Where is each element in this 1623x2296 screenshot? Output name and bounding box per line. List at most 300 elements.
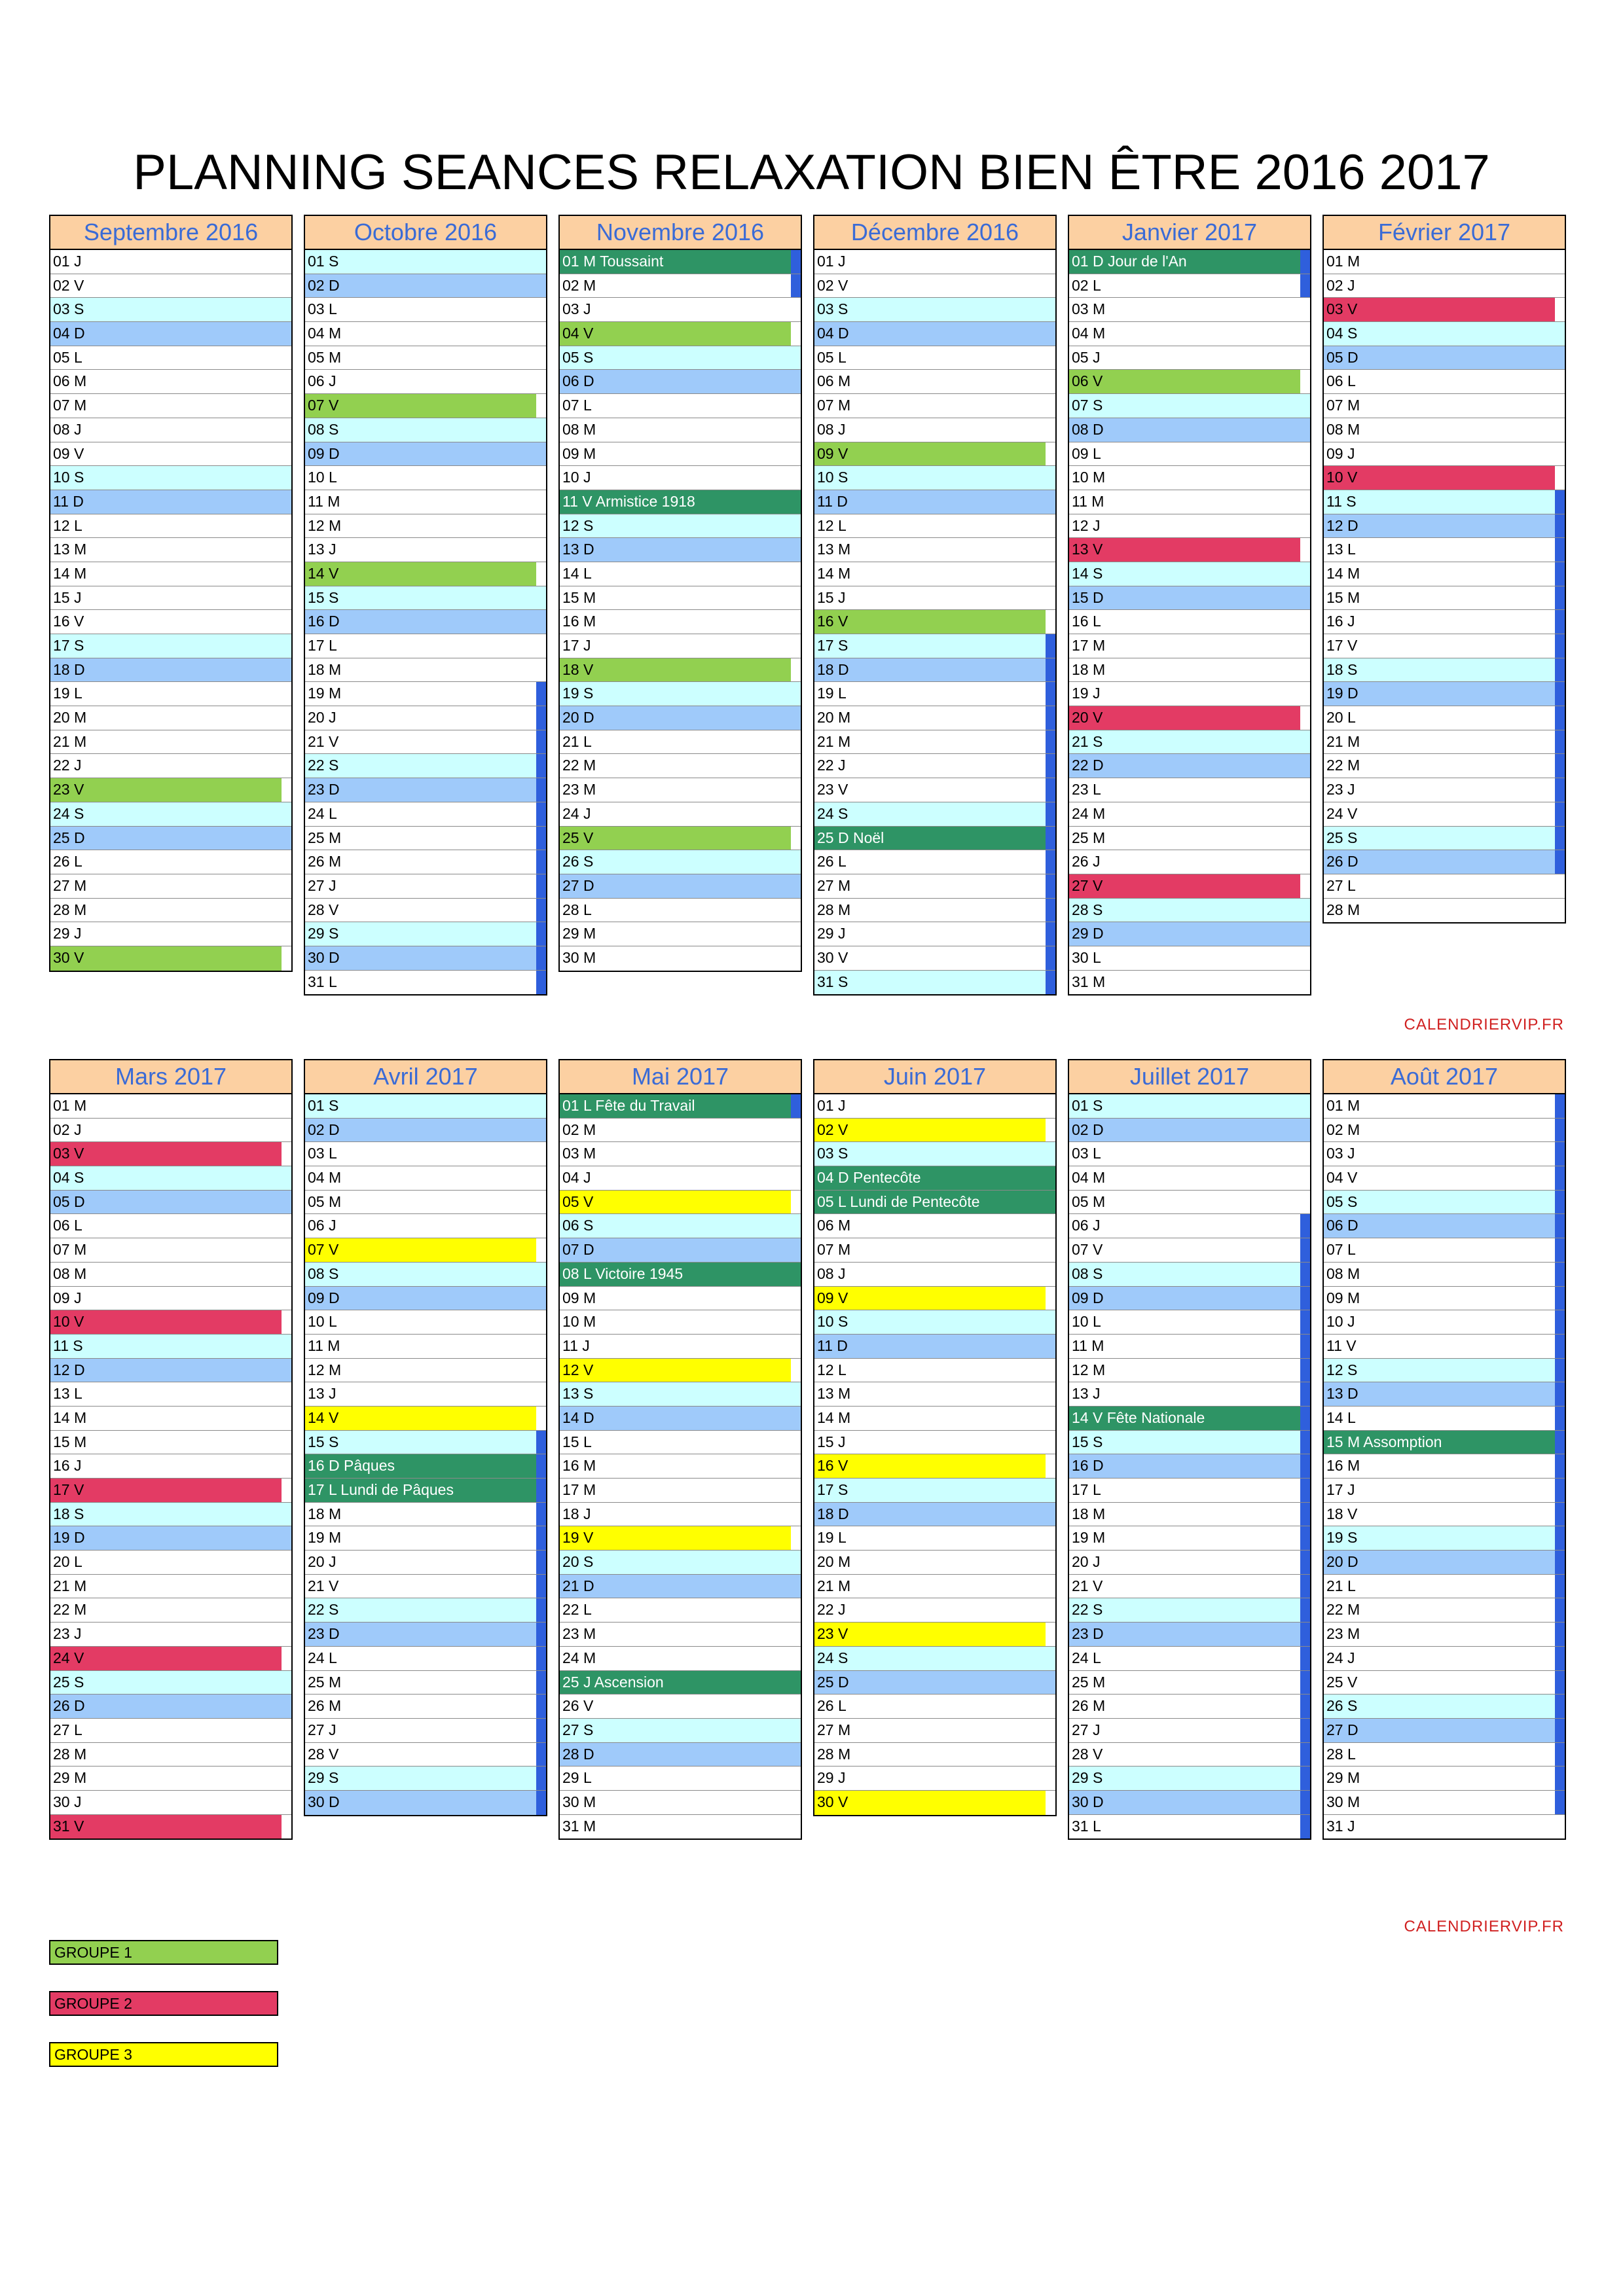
day-row bbox=[560, 466, 801, 490]
day-row bbox=[560, 658, 801, 683]
session-marker bbox=[536, 1671, 546, 1695]
month-header: Avril 2017 bbox=[305, 1060, 546, 1094]
day-row bbox=[305, 538, 546, 562]
day-row bbox=[814, 634, 1055, 658]
day-label: 19 M bbox=[308, 1529, 342, 1547]
day-row bbox=[1069, 658, 1310, 683]
session-marker bbox=[536, 899, 546, 922]
day-row bbox=[814, 274, 1055, 298]
day-row bbox=[1069, 899, 1310, 923]
day-label: 20 M bbox=[817, 1553, 851, 1571]
day-row bbox=[50, 1623, 291, 1647]
day-row bbox=[814, 1743, 1055, 1767]
day-row bbox=[1324, 1791, 1565, 1815]
day-highlight bbox=[50, 634, 291, 658]
day-label: 09 D bbox=[1072, 1289, 1104, 1306]
legend-group-1: GROUPE 1 bbox=[49, 1940, 278, 1965]
day-label: 04 S bbox=[1326, 325, 1358, 342]
day-row bbox=[50, 1671, 291, 1695]
session-marker bbox=[1046, 899, 1055, 922]
day-label: 26 J bbox=[1072, 853, 1101, 870]
day-row bbox=[1069, 1142, 1310, 1166]
day-row bbox=[1069, 1335, 1310, 1359]
day-label: 18 J bbox=[562, 1505, 591, 1522]
day-highlight bbox=[560, 538, 801, 562]
day-label: 31 L bbox=[1072, 1817, 1101, 1835]
session-marker bbox=[536, 1647, 546, 1670]
day-label: 16 D bbox=[308, 613, 340, 630]
session-marker bbox=[536, 946, 546, 970]
day-row bbox=[1069, 1238, 1310, 1263]
month-header: Décembre 2016 bbox=[814, 216, 1055, 250]
day-row bbox=[1069, 394, 1310, 418]
day-highlight bbox=[305, 1598, 546, 1622]
day-label: 07 V bbox=[1072, 1241, 1103, 1259]
day-highlight bbox=[1324, 1382, 1565, 1406]
day-row bbox=[560, 706, 801, 730]
day-row bbox=[1324, 1598, 1565, 1623]
day-label: 28 M bbox=[53, 1745, 87, 1763]
day-label: 13 D bbox=[1326, 1385, 1359, 1403]
day-label: 28 V bbox=[308, 1745, 339, 1763]
day-label: 14 S bbox=[1072, 564, 1103, 582]
day-row bbox=[50, 706, 291, 730]
session-marker bbox=[536, 778, 546, 802]
day-label: 17 L bbox=[308, 637, 337, 654]
session-marker bbox=[1555, 1598, 1565, 1622]
day-label: 25 J Ascension bbox=[562, 1673, 664, 1691]
day-row bbox=[560, 1238, 801, 1263]
day-row bbox=[305, 1119, 546, 1143]
day-row bbox=[814, 1575, 1055, 1599]
day-row bbox=[1069, 1479, 1310, 1503]
day-row bbox=[50, 394, 291, 418]
day-label: 08 J bbox=[53, 420, 82, 438]
day-row bbox=[305, 394, 546, 418]
day-label: 04 S bbox=[53, 1169, 84, 1187]
day-row bbox=[814, 802, 1055, 827]
day-label: 28 S bbox=[1072, 901, 1103, 918]
day-highlight bbox=[50, 946, 282, 971]
day-label: 08 M bbox=[1326, 1265, 1360, 1282]
day-row bbox=[305, 778, 546, 802]
day-highlight bbox=[1324, 1695, 1565, 1718]
day-label: 23 L bbox=[1072, 781, 1101, 798]
day-row bbox=[50, 610, 291, 634]
day-row bbox=[50, 250, 291, 274]
day-label: 16 M bbox=[1326, 1457, 1360, 1475]
day-highlight bbox=[305, 442, 546, 466]
day-label: 02 V bbox=[817, 1121, 848, 1138]
day-row bbox=[1069, 730, 1310, 755]
day-label: 12 D bbox=[53, 1361, 85, 1378]
day-label: 05 M bbox=[308, 348, 342, 366]
day-label: 03 S bbox=[53, 300, 84, 318]
day-row bbox=[1069, 274, 1310, 298]
day-row bbox=[50, 1526, 291, 1551]
day-highlight bbox=[814, 1623, 1046, 1646]
day-label: 11 V bbox=[1326, 1336, 1357, 1354]
day-highlight bbox=[1324, 1551, 1565, 1574]
session-marker bbox=[536, 1479, 546, 1502]
day-row bbox=[814, 754, 1055, 778]
day-label: 14 L bbox=[1326, 1408, 1356, 1426]
session-marker bbox=[1555, 1526, 1565, 1550]
day-label: 30 D bbox=[308, 948, 340, 966]
day-row bbox=[305, 610, 546, 634]
day-label: 07 M bbox=[53, 397, 87, 414]
day-label: 26 L bbox=[817, 1697, 847, 1715]
day-row bbox=[560, 1575, 801, 1599]
day-label: 20 L bbox=[1326, 709, 1356, 726]
session-marker bbox=[1555, 1310, 1565, 1334]
day-row bbox=[305, 1310, 546, 1335]
day-row bbox=[305, 682, 546, 706]
day-row bbox=[305, 850, 546, 874]
day-label: 17 J bbox=[562, 637, 591, 654]
day-label: 09 D bbox=[308, 444, 340, 462]
day-highlight bbox=[50, 466, 291, 490]
session-marker bbox=[1300, 1575, 1310, 1598]
day-label: 08 M bbox=[1326, 420, 1360, 438]
day-label: 16 V bbox=[817, 1457, 848, 1475]
day-label: 05 L bbox=[53, 348, 82, 366]
day-label: 19 M bbox=[1072, 1529, 1106, 1547]
day-row bbox=[814, 1191, 1055, 1215]
day-label: 01 J bbox=[817, 253, 846, 270]
day-label: 11 J bbox=[562, 1336, 590, 1354]
day-row bbox=[305, 1575, 546, 1599]
day-label: 27 D bbox=[1326, 1721, 1359, 1738]
day-label: 09 J bbox=[1326, 444, 1355, 462]
day-row bbox=[560, 1335, 801, 1359]
day-label: 23 D bbox=[308, 1625, 340, 1643]
day-row bbox=[1324, 850, 1565, 874]
day-label: 26 V bbox=[562, 1697, 594, 1715]
day-row bbox=[305, 1142, 546, 1166]
session-marker bbox=[1046, 922, 1055, 946]
day-row bbox=[305, 1454, 546, 1479]
day-highlight bbox=[50, 827, 291, 850]
session-marker bbox=[1555, 1551, 1565, 1574]
day-label: 10 J bbox=[1326, 1313, 1355, 1331]
day-label: 02 D bbox=[308, 1121, 340, 1138]
day-row bbox=[50, 634, 291, 658]
day-highlight bbox=[1324, 682, 1565, 706]
day-label: 06 V bbox=[1072, 372, 1103, 390]
day-highlight bbox=[50, 1142, 282, 1166]
day-label: 08 M bbox=[53, 1265, 87, 1282]
day-label: 10 S bbox=[817, 469, 848, 486]
day-label: 17 V bbox=[1326, 637, 1358, 654]
day-label: 21 D bbox=[562, 1577, 594, 1594]
day-row bbox=[560, 899, 801, 923]
day-label: 26 D bbox=[53, 1697, 85, 1715]
day-highlight bbox=[1069, 1454, 1310, 1478]
day-label: 01 D Jour de l'An bbox=[1072, 253, 1187, 270]
day-label: 15 S bbox=[1072, 1433, 1103, 1450]
day-label: 26 M bbox=[1072, 1697, 1106, 1715]
day-label: 17 L Lundi de Pâques bbox=[308, 1481, 454, 1498]
day-row bbox=[50, 1238, 291, 1263]
day-row bbox=[1324, 1359, 1565, 1383]
day-label: 03 M bbox=[562, 1145, 596, 1162]
session-marker bbox=[1555, 1191, 1565, 1214]
day-row bbox=[305, 586, 546, 611]
day-row bbox=[814, 1263, 1055, 1287]
day-row bbox=[560, 1671, 801, 1695]
day-row bbox=[814, 1407, 1055, 1431]
day-row bbox=[814, 514, 1055, 539]
day-row bbox=[1324, 1526, 1565, 1551]
day-label: 19 M bbox=[308, 685, 342, 702]
month-header: Octobre 2016 bbox=[305, 216, 546, 250]
day-label: 11 S bbox=[53, 1336, 83, 1354]
day-label: 16 J bbox=[53, 1457, 82, 1475]
day-label: 11 D bbox=[817, 492, 848, 510]
day-highlight bbox=[305, 1431, 546, 1454]
day-highlight bbox=[1069, 1263, 1310, 1286]
day-label: 13 J bbox=[1072, 1385, 1101, 1403]
day-row bbox=[814, 1094, 1055, 1119]
session-marker bbox=[1300, 1743, 1310, 1767]
day-label: 13 D bbox=[562, 541, 594, 558]
day-highlight bbox=[305, 1623, 546, 1646]
session-marker bbox=[791, 274, 801, 298]
day-label: 31 V bbox=[53, 1817, 84, 1835]
day-label: 30 M bbox=[562, 948, 596, 966]
day-label: 24 M bbox=[562, 1649, 596, 1666]
session-marker bbox=[1046, 658, 1055, 682]
day-highlight bbox=[1324, 1191, 1565, 1214]
day-label: 18 D bbox=[53, 660, 85, 678]
month-table bbox=[558, 1059, 802, 1840]
day-row bbox=[560, 1094, 801, 1119]
day-row bbox=[305, 754, 546, 778]
day-row bbox=[1324, 899, 1565, 923]
session-marker bbox=[1300, 1623, 1310, 1646]
day-highlight bbox=[50, 1695, 291, 1718]
day-row bbox=[50, 1695, 291, 1719]
session-marker bbox=[536, 971, 546, 995]
day-row bbox=[814, 922, 1055, 946]
day-row bbox=[560, 1551, 801, 1575]
session-marker bbox=[536, 754, 546, 778]
day-label: 16 M bbox=[562, 613, 596, 630]
day-highlight bbox=[814, 971, 1055, 995]
session-marker bbox=[1555, 1623, 1565, 1646]
day-row bbox=[305, 1791, 546, 1815]
day-highlight bbox=[560, 850, 801, 874]
day-label: 10 M bbox=[1072, 469, 1106, 486]
day-row bbox=[50, 1791, 291, 1815]
day-label: 06 M bbox=[53, 372, 87, 390]
day-highlight bbox=[814, 802, 1055, 826]
month-table bbox=[1068, 215, 1311, 996]
day-row bbox=[305, 802, 546, 827]
month-header: Mai 2017 bbox=[560, 1060, 801, 1094]
day-label: 08 M bbox=[562, 420, 596, 438]
day-row bbox=[1069, 682, 1310, 706]
day-label: 07 V bbox=[308, 1241, 339, 1259]
day-row bbox=[560, 1191, 801, 1215]
day-row bbox=[1324, 706, 1565, 730]
day-row bbox=[1069, 802, 1310, 827]
session-marker bbox=[1555, 1094, 1565, 1118]
day-label: 18 M bbox=[308, 660, 342, 678]
session-marker bbox=[1555, 610, 1565, 634]
day-label: 13 J bbox=[308, 541, 337, 558]
day-label: 27 M bbox=[817, 876, 851, 894]
day-label: 29 M bbox=[1326, 1769, 1360, 1787]
session-marker bbox=[1555, 1431, 1565, 1454]
day-highlight bbox=[1069, 1791, 1310, 1814]
day-row bbox=[1324, 250, 1565, 274]
day-label: 25 V bbox=[1326, 1673, 1358, 1691]
day-highlight bbox=[1069, 1767, 1310, 1790]
day-row bbox=[814, 1359, 1055, 1383]
day-highlight bbox=[1324, 346, 1565, 370]
day-label: 23 D bbox=[308, 781, 340, 798]
day-label: 27 J bbox=[1072, 1721, 1101, 1738]
day-row bbox=[1069, 1503, 1310, 1527]
day-label: 01 M bbox=[53, 1097, 87, 1114]
day-label: 29 M bbox=[53, 1769, 87, 1787]
day-row bbox=[814, 1598, 1055, 1623]
day-label: 09 V bbox=[817, 1289, 848, 1306]
day-label: 14 L bbox=[562, 564, 592, 582]
day-label: 22 J bbox=[817, 1601, 846, 1619]
day-label: 16 M bbox=[562, 1457, 596, 1475]
day-row bbox=[814, 1166, 1055, 1191]
day-label: 10 S bbox=[817, 1313, 848, 1331]
day-row bbox=[50, 490, 291, 514]
day-row bbox=[814, 1503, 1055, 1527]
day-highlight bbox=[560, 1382, 801, 1406]
day-row bbox=[1069, 1719, 1310, 1743]
day-row bbox=[560, 346, 801, 370]
day-highlight bbox=[1324, 514, 1565, 538]
day-row bbox=[1069, 1214, 1310, 1238]
day-row bbox=[814, 1767, 1055, 1791]
session-marker bbox=[1555, 1214, 1565, 1238]
day-row bbox=[50, 899, 291, 923]
day-row bbox=[50, 1719, 291, 1743]
day-row bbox=[1324, 586, 1565, 611]
day-label: 17 S bbox=[817, 637, 848, 654]
day-row bbox=[1324, 1382, 1565, 1407]
day-highlight bbox=[305, 274, 546, 298]
session-marker bbox=[791, 1094, 801, 1118]
session-marker bbox=[1555, 1287, 1565, 1310]
day-row bbox=[1324, 1335, 1565, 1359]
session-marker bbox=[1300, 1526, 1310, 1550]
session-marker bbox=[1300, 1238, 1310, 1262]
day-row bbox=[560, 562, 801, 586]
day-row bbox=[305, 442, 546, 467]
day-highlight bbox=[1069, 1431, 1310, 1454]
day-label: 18 V bbox=[562, 660, 594, 678]
day-highlight bbox=[1324, 1526, 1565, 1550]
day-row bbox=[305, 634, 546, 658]
day-label: 05 J bbox=[1072, 348, 1101, 366]
day-label: 12 M bbox=[308, 1361, 342, 1378]
day-label: 24 S bbox=[817, 804, 848, 822]
day-row bbox=[1324, 1214, 1565, 1238]
session-marker bbox=[536, 1598, 546, 1622]
session-marker bbox=[536, 802, 546, 826]
day-label: 20 M bbox=[817, 709, 851, 726]
day-row bbox=[305, 1526, 546, 1551]
day-row bbox=[305, 322, 546, 346]
day-row bbox=[560, 610, 801, 634]
day-row bbox=[1324, 1671, 1565, 1695]
day-label: 23 J bbox=[53, 1625, 82, 1643]
day-highlight bbox=[1069, 370, 1300, 393]
page-title: PLANNING SEANCES RELAXATION BIEN ÊTRE 2016 2017 bbox=[133, 145, 1490, 200]
day-label: 20 J bbox=[308, 1553, 337, 1571]
day-row bbox=[50, 370, 291, 394]
day-row bbox=[305, 466, 546, 490]
day-highlight bbox=[305, 1094, 546, 1118]
day-highlight bbox=[1324, 1214, 1565, 1238]
day-label: 03 S bbox=[817, 1145, 848, 1162]
day-label: 04 D bbox=[53, 325, 85, 342]
day-label: 05 M bbox=[1072, 1193, 1106, 1210]
month-table bbox=[49, 1059, 293, 1840]
day-row bbox=[814, 538, 1055, 562]
day-row bbox=[1324, 1647, 1565, 1671]
day-label: 02 D bbox=[308, 276, 340, 294]
day-highlight bbox=[1324, 322, 1565, 346]
day-row bbox=[305, 1238, 546, 1263]
day-label: 20 S bbox=[562, 1553, 594, 1571]
day-row bbox=[1324, 514, 1565, 539]
day-row bbox=[814, 1526, 1055, 1551]
day-label: 31 M bbox=[562, 1817, 596, 1835]
day-highlight bbox=[814, 490, 1055, 514]
day-row bbox=[1069, 1575, 1310, 1599]
day-row bbox=[560, 730, 801, 755]
session-marker bbox=[536, 827, 546, 850]
day-row bbox=[50, 1335, 291, 1359]
day-highlight bbox=[305, 1407, 536, 1430]
day-row bbox=[1069, 874, 1310, 899]
month-header: Septembre 2016 bbox=[50, 216, 291, 250]
day-label: 13 L bbox=[53, 1385, 82, 1403]
session-marker bbox=[1555, 778, 1565, 802]
day-row bbox=[560, 1695, 801, 1719]
day-label: 24 L bbox=[308, 1649, 337, 1666]
day-row bbox=[1069, 1767, 1310, 1791]
day-label: 02 M bbox=[562, 1121, 596, 1138]
session-marker bbox=[1300, 1647, 1310, 1670]
day-row bbox=[1324, 298, 1565, 322]
day-label: 21 V bbox=[308, 732, 339, 750]
day-row bbox=[814, 562, 1055, 586]
day-label: 21 M bbox=[53, 1577, 87, 1594]
day-label: 20 M bbox=[53, 709, 87, 726]
day-label: 18 S bbox=[1326, 660, 1358, 678]
day-label: 08 S bbox=[1072, 1265, 1103, 1282]
day-row bbox=[1069, 1815, 1310, 1839]
session-marker bbox=[1046, 827, 1055, 850]
day-label: 20 D bbox=[1326, 1553, 1359, 1571]
day-label: 25 V bbox=[562, 829, 594, 846]
day-label: 02 V bbox=[817, 276, 848, 294]
day-row bbox=[560, 1382, 801, 1407]
day-highlight bbox=[1069, 1094, 1310, 1118]
